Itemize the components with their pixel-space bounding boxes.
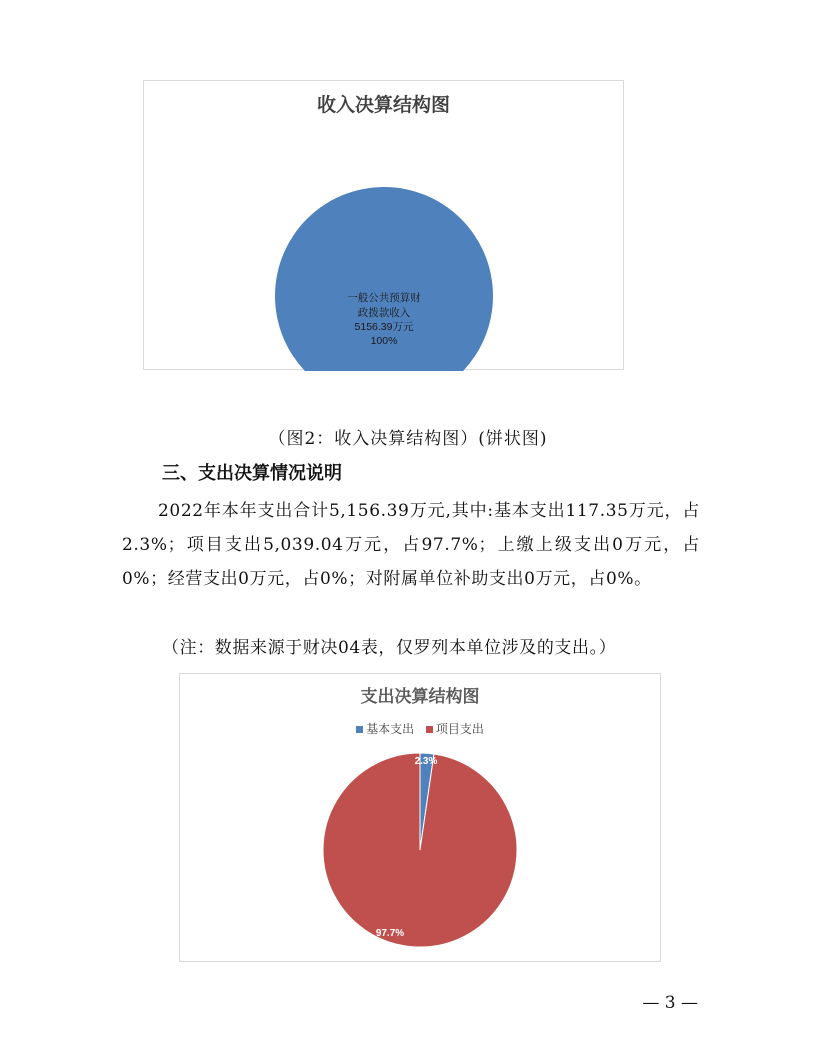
data-source-note: （注：数据来源于财决04表，仅罗列本单位涉及的支出。） <box>162 638 617 658</box>
chart-title: 支出决算结构图 <box>360 687 480 707</box>
section-heading: 三、支出决算情况说明 <box>162 463 342 484</box>
legend-label: 基本支出 <box>366 722 415 736</box>
data-label: 5156.39万元 <box>354 321 414 333</box>
data-label: 一般公共预算财 <box>347 292 421 304</box>
expenditure-pie-svg <box>180 674 662 963</box>
income-structure-chart <box>143 80 624 370</box>
data-label: 97.7% <box>375 928 405 939</box>
pie-slice <box>323 753 517 947</box>
data-label: 政拨款收入 <box>357 307 411 319</box>
chart-title: 收入决算结构图 <box>316 94 450 116</box>
data-label: 100% <box>370 335 398 347</box>
figure-caption: （图2：收入决算结构图）(饼状图) <box>268 429 548 449</box>
data-label: 2.3% <box>414 756 438 767</box>
expenditure-structure-chart <box>179 673 661 962</box>
legend-label: 项目支出 <box>435 722 484 736</box>
page-number: — 3 — <box>642 993 698 1013</box>
income-pie-svg <box>144 81 625 371</box>
body-paragraph: 2022年本年支出合计5,156.39万元,其中:基本支出117.35万元，占2.3%；项目支出5,039.04万元，占97.7%；上缴上级支出0万元，占0%；经营支出0万元，占0%；对附属单位补助支出0万元，占0%。 <box>122 501 700 589</box>
